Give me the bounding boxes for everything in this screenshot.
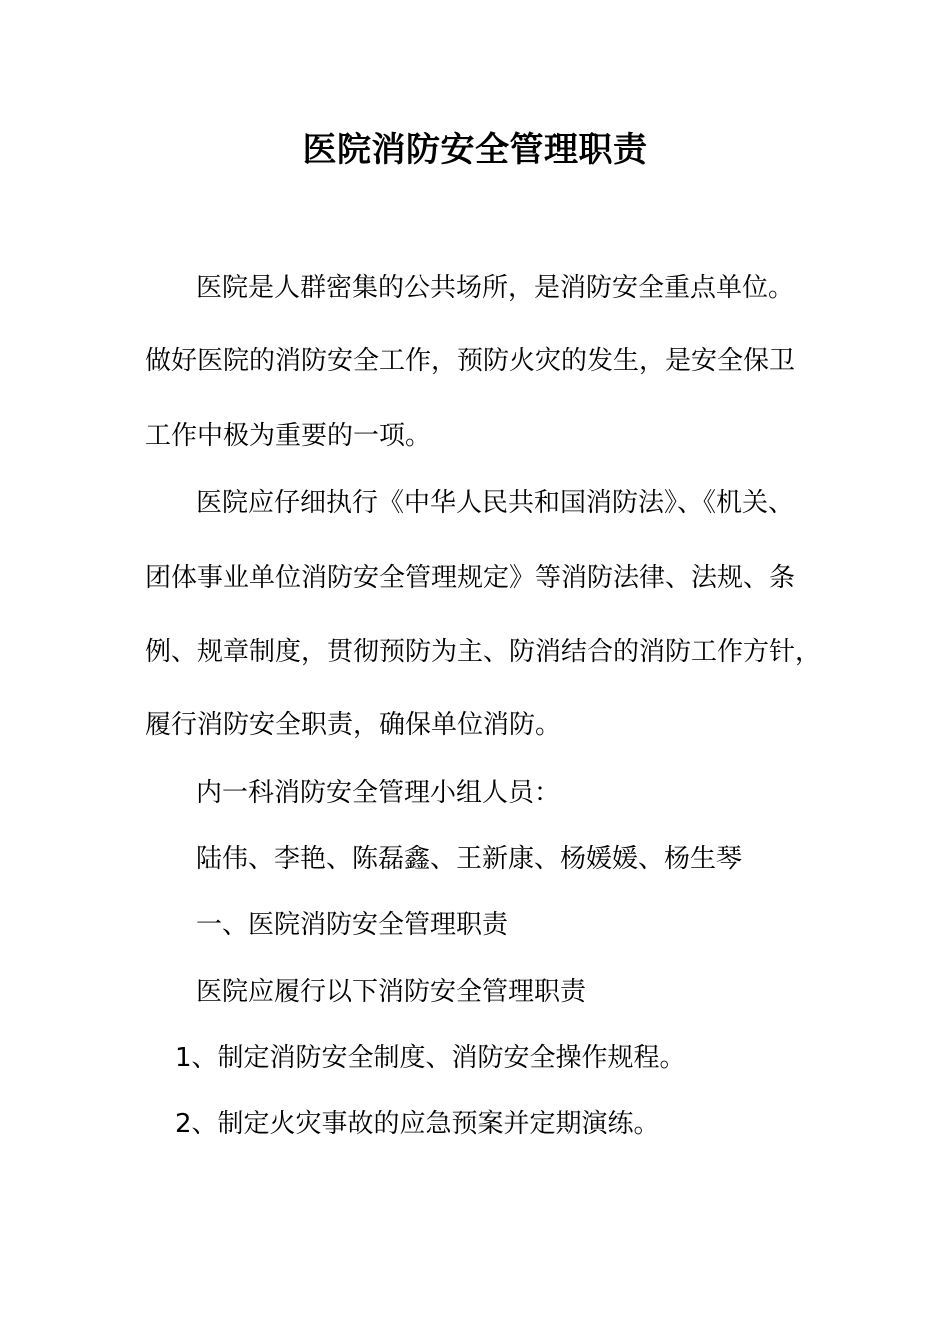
- document-title: 医院消防安全管理职责: [302, 130, 648, 170]
- paragraph-2-line-1: 医院应仔细执行《中华人民共和国消防法》、《机关、: [196, 488, 795, 518]
- paragraph-1-line-2: 做好医院的消防安全工作，预防火灾的发生，是安全保卫: [145, 346, 796, 376]
- paragraph-1-line-1: 医院是人群密集的公共场所，是消防安全重点单位。: [196, 273, 795, 303]
- section-intro: 医院应履行以下消防安全管理职责: [196, 977, 587, 1007]
- paragraph-2-line-4: 履行消防安全职责，确保单位消防。: [145, 710, 562, 740]
- list-item: 2、制定火灾事故的应急预案并定期演练。: [175, 1109, 660, 1139]
- group-members: 陆伟、李艳、陈磊鑫、王新康、杨媛媛、杨生琴: [196, 844, 743, 874]
- group-heading: 内一科消防安全管理小组人员：: [196, 778, 561, 808]
- paragraph-2-line-2: 团体事业单位消防安全管理规定》等消防法律、法规、条: [145, 563, 796, 593]
- paragraph-1-line-3: 工作中极为重要的一项。: [145, 421, 432, 451]
- list-item: 1、制定消防安全制度、消防安全操作规程。: [175, 1043, 686, 1073]
- section-heading: 一、医院消防安全管理职责: [196, 910, 509, 940]
- paragraph-2-line-3: 例、规章制度，贯彻预防为主、防消结合的消防工作方针，: [145, 637, 822, 667]
